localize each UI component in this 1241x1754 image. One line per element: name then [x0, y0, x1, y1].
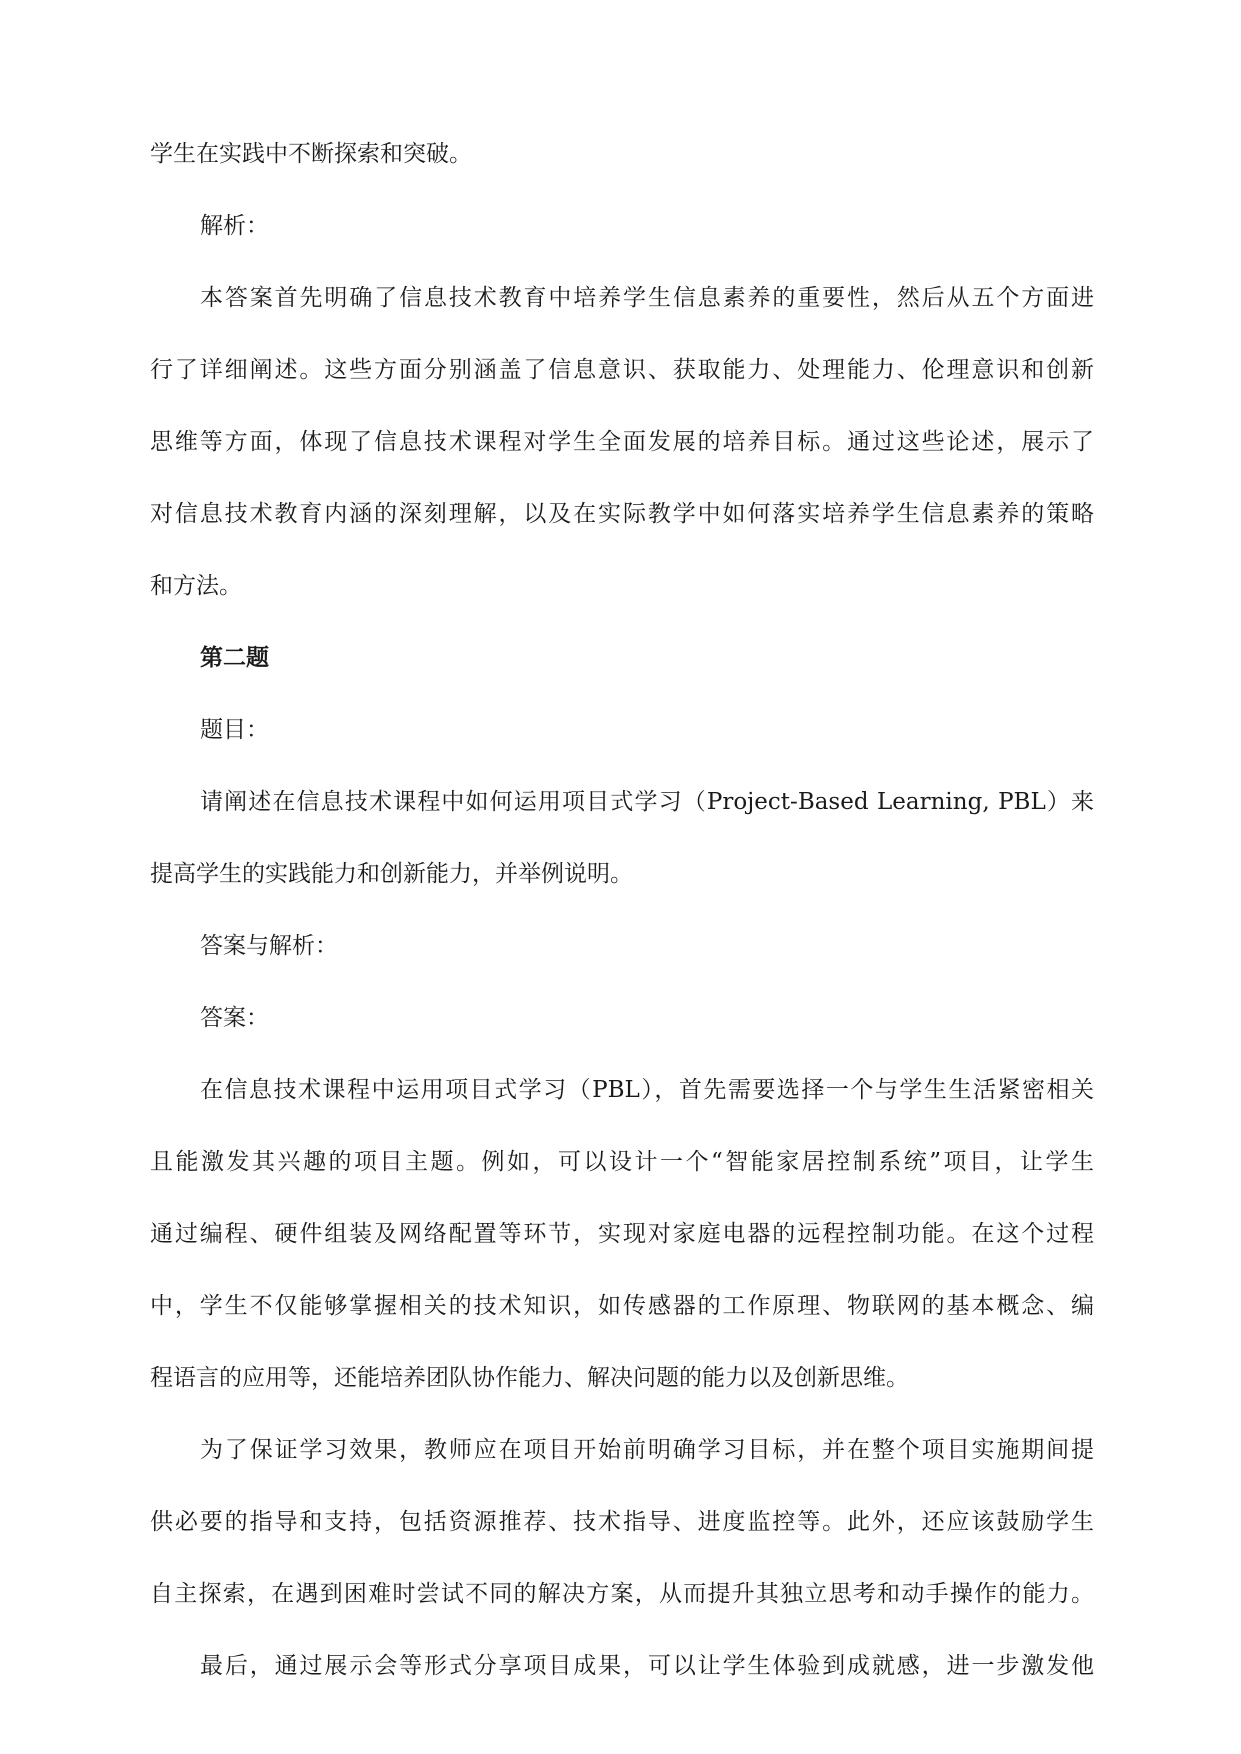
paragraph-line: 学生在实践中不断探索和突破。 — [150, 141, 472, 167]
section-label-question: 题目： — [200, 717, 269, 743]
paragraph-line: 对信息技术教育内涵的深刻理解，以及在实际教学中如何落实培养学生信息素养的策略 — [150, 501, 1094, 527]
paragraph-line: 供必要的指导和支持，包括资源推荐、技术指导、进度监控等。此外，还应该鼓励学生 — [150, 1509, 1094, 1535]
section-label-analysis: 解析： — [200, 213, 269, 239]
paragraph-line: 为了保证学习效果，教师应在项目开始前明确学习目标，并在整个项目实施期间提 — [200, 1437, 1094, 1463]
paragraph-line: 自主探索，在遇到困难时尝试不同的解决方案，从而提升其独立思考和动手操作的能力。 — [150, 1581, 1094, 1607]
paragraph-line: 最后，通过展示会等形式分享项目成果，可以让学生体验到成就感，进一步激发他 — [200, 1653, 1094, 1679]
paragraph-line: 提高学生的实践能力和创新能力，并举例说明。 — [150, 861, 633, 887]
paragraph-line: 行了详细阐述。这些方面分别涵盖了信息意识、获取能力、处理能力、伦理意识和创新 — [150, 357, 1094, 383]
paragraph-line: 且能激发其兴趣的项目主题。例如，可以设计一个“智能家居控制系统”项目，让学生 — [150, 1149, 1094, 1175]
paragraph-line: 本答案首先明确了信息技术教育中培养学生信息素养的重要性，然后从五个方面进 — [200, 285, 1094, 311]
paragraph-line: 程语言的应用等，还能培养团队协作能力、解决问题的能力以及创新思维。 — [150, 1365, 909, 1391]
paragraph-line: 和方法。 — [150, 573, 242, 599]
paragraph-line: 通过编程、硬件组装及网络配置等环节，实现对家庭电器的远程控制功能。在这个过程 — [150, 1221, 1094, 1247]
paragraph-line: 中，学生不仅能够掌握相关的技术知识，如传感器的工作原理、物联网的基本概念、编 — [150, 1293, 1094, 1319]
document-page — [150, 136, 1094, 1684]
section-label-answer: 答案： — [200, 1005, 269, 1031]
question-heading: 第二题 — [200, 644, 269, 671]
paragraph-line: 请阐述在信息技术课程中如何运用项目式学习（Project-Based Learning, PBL）来 — [200, 789, 1094, 815]
paragraph-line: 思维等方面，体现了信息技术课程对学生全面发展的培养目标。通过这些论述，展示了 — [150, 429, 1094, 455]
section-label-answer-analysis: 答案与解析： — [200, 933, 338, 959]
paragraph-line: 在信息技术课程中运用项目式学习（PBL），首先需要选择一个与学生生活紧密相关 — [200, 1077, 1094, 1103]
